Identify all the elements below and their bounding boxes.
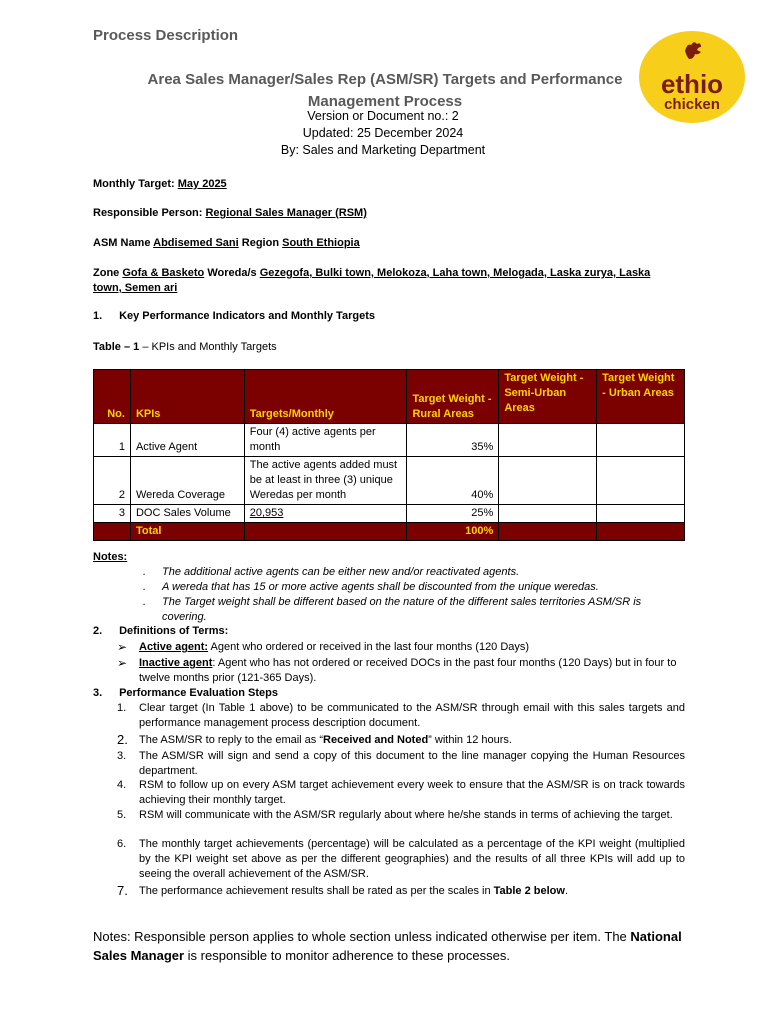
total-target-cell (244, 523, 407, 541)
step-number: 3. (117, 750, 127, 762)
total-label: Total (130, 523, 244, 541)
header-no: No. (94, 370, 131, 424)
step-text-pre: The ASM/SR to reply to the email as “ (139, 734, 324, 746)
row-3-no: 3 (94, 505, 131, 523)
step-number: 1. (117, 702, 127, 714)
section-2-title: Definitions of Terms: (119, 625, 229, 637)
responsible-person-line (93, 206, 367, 221)
woreda-value-2: town, Semen ari (93, 282, 178, 294)
monthly-target-line (93, 177, 227, 192)
row-1-no: 1 (94, 424, 131, 457)
row-1-semi (499, 424, 597, 457)
title-line-2: Management Process (307, 93, 463, 110)
document-meta (233, 108, 533, 159)
row-1-target: Four (4) active agents per month (244, 424, 407, 457)
notes-title: Notes: (93, 551, 128, 563)
row-3-urban (597, 505, 685, 523)
table-row (94, 424, 685, 457)
row-1-urban (597, 424, 685, 457)
woreda-value-1: Gezegofa, Bulki town, Melokoza, Laha town, Melogada, Laska zurya, Laska (259, 267, 651, 279)
footnote-pre: Notes: Responsible person applies to whole section unless indicated otherwise per item. The (93, 929, 631, 944)
step-item (117, 778, 685, 808)
header-targets: Targets/Monthly (244, 370, 407, 424)
section-2-number: 2. (93, 625, 103, 637)
note-item (145, 565, 685, 580)
document-title (120, 69, 650, 113)
section-3-title: Performance Evaluation Steps (119, 687, 279, 699)
step-item (117, 701, 685, 731)
bullet-icon: . (143, 581, 147, 593)
definition-item (117, 656, 685, 686)
logo-text-chicken: chicken (664, 96, 720, 113)
title-line-1: Area Sales Manager/Sales Rep (ASM/SR) Targets and Performance (147, 71, 623, 88)
region-label: Region (241, 237, 280, 249)
note-item (145, 595, 675, 625)
footnote (93, 927, 685, 965)
header-weight-urban: Target Weight - Urban Areas (597, 370, 685, 424)
bullet-icon: . (143, 596, 147, 608)
step-number: 5. (117, 809, 127, 821)
updated-text: Updated: 25 December 2024 (302, 126, 464, 140)
step-text: RSM will communicate with the ASM/SR regularly about where he/she stands in terms of achieving the target. (139, 809, 673, 821)
step-text: Clear target (In Table 1 above) to be communicated to the ASM/SR through email with this sales targets and performance management process description document. (139, 702, 685, 729)
row-3-kpi: DOC Sales Volume (130, 505, 244, 523)
bullet-icon: . (143, 566, 147, 578)
step-number: 7. (117, 883, 128, 898)
section-1-heading (93, 310, 375, 322)
row-2-semi (499, 457, 597, 505)
asm-label: ASM Name (93, 237, 151, 249)
section-3-number: 3. (93, 687, 103, 699)
ethio-chicken-logo (637, 29, 746, 124)
asm-value: Abdisemed Sani (153, 237, 239, 249)
responsible-value: Regional Sales Manager (RSM) (205, 207, 367, 219)
woreda-label: Woreda/s (207, 267, 257, 279)
note-text: The additional active agents can be either new and/or reactivated agents. (162, 566, 520, 578)
row-2-kpi: Wereda Coverage (130, 457, 244, 505)
zone-line (93, 266, 685, 296)
header-label: Process Description (93, 27, 239, 44)
step-number: 4. (117, 779, 127, 791)
note-text: A wereda that has 15 or more active agents shall be discounted from the unique weredas. (162, 581, 599, 593)
row-3-rural: 25% (407, 505, 499, 523)
step-text: RSM to follow up on every ASM target achievement every week to ensure that the ASM/SR is on track towards achieving their monthly target. (139, 779, 685, 806)
table-row (94, 505, 685, 523)
row-2-urban (597, 457, 685, 505)
step-number: 6. (117, 838, 127, 850)
step-item (117, 749, 685, 779)
zone-value: Gofa & Basketo (122, 267, 205, 279)
table-row (94, 457, 685, 505)
total-rural: 100% (407, 523, 499, 541)
definition-text: : Agent who has not ordered or received DOCs in the past four months (120 Days) but in four to twelve months prior (121-365 Days). (139, 657, 677, 684)
section-3-heading (93, 687, 278, 699)
definition-term: Inactive agent (139, 657, 213, 669)
author-text: By: Sales and Marketing Department (280, 143, 486, 157)
note-text: The Target weight shall be different based on the nature of the different sales territories ASM/SR is covering. (162, 596, 642, 623)
step-text-bold: Received and Noted (323, 734, 429, 746)
kpi-table (93, 369, 685, 541)
row-1-rural: 35% (407, 424, 499, 457)
monthly-target-label: Monthly Target: (93, 178, 175, 190)
definition-item (117, 640, 685, 655)
header-weight-semi-urban: Target Weight - Semi-Urban Areas (499, 370, 597, 424)
step-item (117, 733, 685, 748)
footnote-post: is responsible to monitor adherence to these processes. (184, 948, 510, 963)
zone-label: Zone (93, 267, 120, 279)
asm-line (93, 236, 360, 251)
table-caption (93, 340, 277, 355)
responsible-label: Responsible Person: (93, 207, 203, 219)
version-text: Version or Document no.: 2 (307, 109, 459, 123)
total-urban-cell (597, 523, 685, 541)
step-text-post: . (564, 885, 569, 897)
arrow-bullet-icon: ➢ (117, 656, 128, 670)
monthly-target-value: May 2025 (177, 178, 227, 190)
row-2-target: The active agents added must be at least in three (3) unique Weredas per month (244, 457, 407, 505)
step-text-pre: The performance achievement results shall be rated as per the scales in (139, 885, 494, 897)
total-semi-cell (499, 523, 597, 541)
definition-term: Active agent: (139, 641, 209, 653)
section-1-number: 1. (93, 310, 103, 322)
step-text: The ASM/SR will sign and send a copy of this document to the line manager copying the Human Resources department. (139, 750, 685, 777)
step-item (117, 808, 685, 823)
table-caption-bold: Table – 1 (93, 341, 140, 353)
footnote-bold: National Sales Manager (93, 929, 682, 963)
row-2-no: 2 (94, 457, 131, 505)
step-item (117, 884, 685, 899)
step-number: 2. (117, 732, 128, 747)
step-item (117, 837, 685, 882)
note-item (145, 580, 685, 595)
row-3-target: 20,953 (244, 505, 407, 523)
section-1-title: Key Performance Indicators and Monthly Targets (119, 310, 375, 322)
step-text-bold: Table 2 below (493, 885, 565, 897)
table-caption-rest: – KPIs and Monthly Targets (139, 341, 277, 353)
table-total-row (94, 523, 685, 541)
step-text: The monthly target achievements (percentage) will be calculated as a percentage of the KPI weight (multiplied by the KPI weight set above as per the different geographies) and the results of all three KPIs will add up to seeing the overall achievement of the ASM/SR. (139, 838, 685, 880)
region-value: South Ethiopia (282, 237, 360, 249)
arrow-bullet-icon: ➢ (117, 640, 128, 654)
definition-text: Agent who ordered or received in the last four months (120 Days) (208, 641, 530, 653)
total-no-cell (94, 523, 131, 541)
logo-text-ethio: ethio (660, 69, 724, 99)
step-text-post: ” within 12 hours. (428, 734, 512, 746)
row-2-rural: 40% (407, 457, 499, 505)
table-header-row (94, 370, 685, 424)
header-weight-rural: Target Weight - Rural Areas (407, 370, 499, 424)
header-kpis: KPIs (130, 370, 244, 424)
row-1-kpi: Active Agent (130, 424, 244, 457)
row-3-semi (499, 505, 597, 523)
section-2-heading (93, 625, 228, 637)
